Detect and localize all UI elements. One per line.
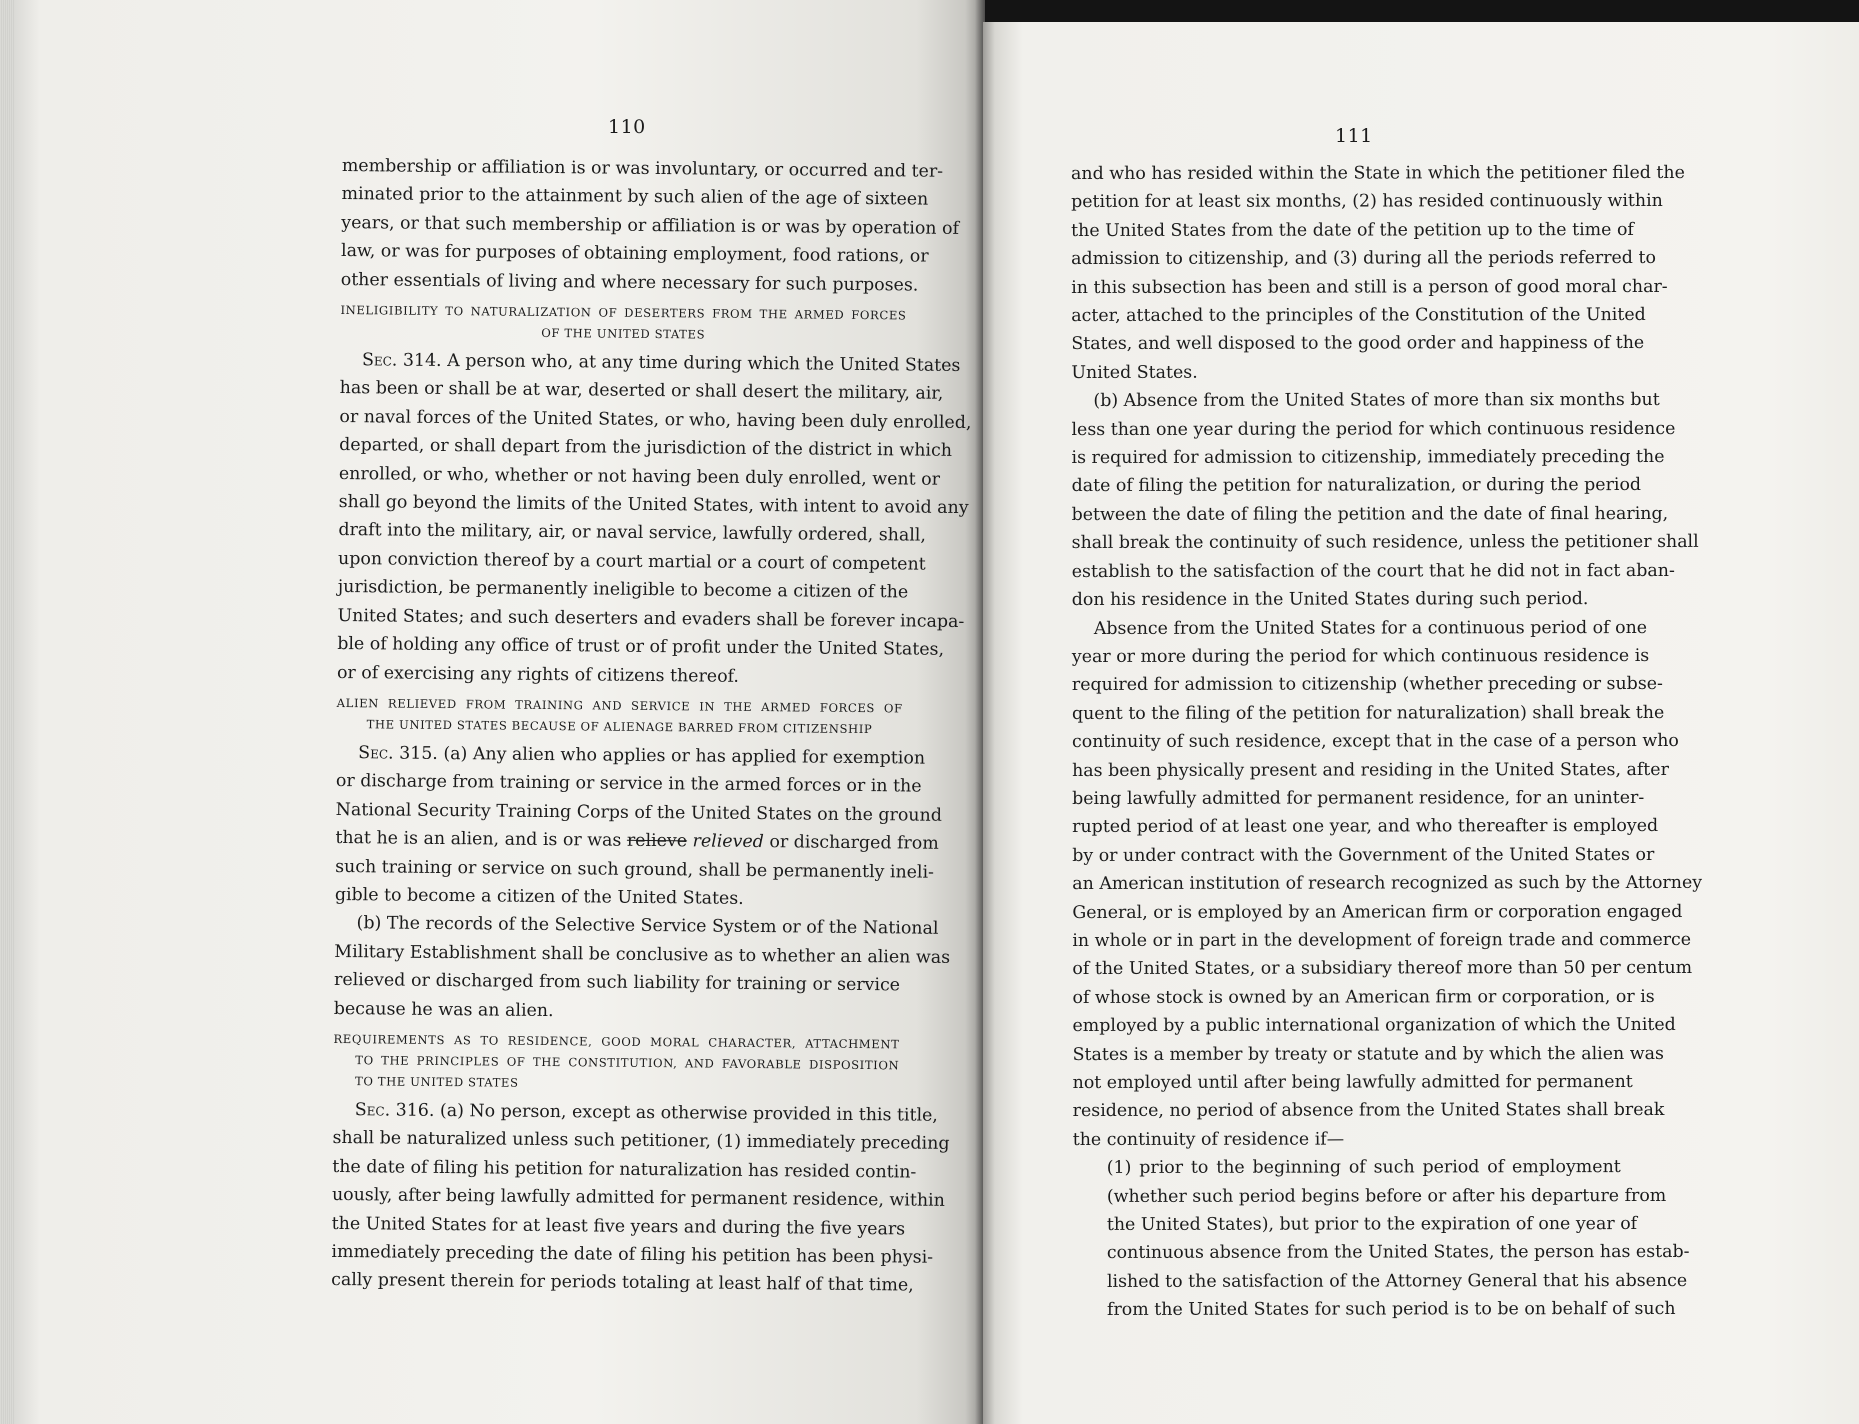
text-line: because he was an alien.	[333, 998, 554, 1021]
text-line: the United States for at least five years and during the five years	[331, 1213, 906, 1240]
text-line: other essentials of living and where necessary for such purposes.	[340, 269, 919, 296]
text-line: relieved or discharged from such liability for training or service	[333, 970, 901, 996]
amended-line-pre: that he is an alien, and is or was	[335, 828, 628, 851]
text-line: being lawfully admitted for permanent residence, for an uninter-	[1072, 787, 1645, 809]
text-line: minated prior to the attainment by such alien of the age of sixteen	[341, 184, 929, 211]
text-line: or naval forces of the United States, or who, having been duly enrolled,	[339, 406, 972, 433]
text-line: petition for at least six months, (2) has resided continuously within	[1071, 191, 1663, 213]
heading-line: ALIEN RELIEVED FROM TRAINING AND SERVICE IN THE ARMED FORCES OF	[336, 695, 903, 716]
text-line: admission to citizenship, and (3) during all the periods referred to	[1071, 248, 1656, 270]
scan-top-edge	[985, 0, 1859, 24]
text-line: or of exercising any rights of citizens thereof.	[336, 662, 740, 687]
text-line: (b) The records of the Selective Service System or of the National	[356, 913, 939, 940]
text-line: of whose stock is owned by an American firm or corporation, or is	[1072, 986, 1655, 1008]
text-line: gible to become a citizen of the United States.	[334, 884, 744, 909]
page-number: 111	[1335, 125, 1373, 147]
right-page-text	[1071, 159, 1703, 1325]
section-315-body-b	[334, 852, 935, 914]
section-315-subsection-b	[333, 909, 951, 1028]
text-line: of the United States, or a subsidiary thereof more than 50 per centum	[1072, 958, 1693, 980]
paragraph-c	[1071, 614, 1703, 1155]
text-line: lished to the satisfaction of the Attorney General that his absence	[1106, 1270, 1688, 1292]
paragraph-b	[1071, 386, 1699, 614]
text-line: United States.	[1071, 362, 1198, 383]
heading-section-314	[340, 300, 906, 347]
text-line: membership or affiliation is or was involuntary, or occurred and ter-	[341, 155, 944, 182]
text-line: General, or is employed by an American firm or corporation engaged	[1072, 901, 1683, 923]
text-line: quent to the filing of the petition for naturalization) shall break the	[1071, 702, 1665, 724]
heading-line: THE UNITED STATES BECAUSE OF ALIENAGE BARRED FROM CITIZENSHIP	[366, 717, 873, 737]
left-page-text	[331, 152, 972, 1300]
text-line: the United States from the date of the petition up to the time of	[1071, 219, 1634, 241]
text-line: States, and well disposed to the good order and happiness of the	[1071, 333, 1645, 355]
text-line: acter, attached to the principles of the Constitution of the United	[1071, 305, 1646, 327]
text-line: the continuity of residence if—	[1072, 1129, 1345, 1150]
text-line: shall break the continuity of such residence, unless the petitioner shall	[1071, 532, 1699, 554]
text-line: not employed until after being lawfully admitted for permanent	[1072, 1072, 1633, 1093]
text-line: Absence from the United States for a continuous period of one	[1093, 617, 1648, 639]
section-314-label: Sec. 314.	[361, 350, 442, 371]
section-314-body	[336, 374, 972, 692]
text-line: jurisdiction, be permanently ineligible to become a citizen of the	[337, 577, 909, 603]
text-line: residence, no period of absence from the United States shall break	[1072, 1100, 1665, 1122]
heading-line: OF THE UNITED STATES	[541, 325, 706, 342]
text-line: the date of filing his petition for naturalization has resided contin-	[332, 1156, 917, 1183]
text-line: cally present therein for periods totaling at least half of that time,	[331, 1270, 914, 1296]
text-line: departed, or shall depart from the jurisdiction of the district in which	[339, 435, 953, 462]
text-line: required for admission to citizenship (whether preceding or subse-	[1071, 674, 1663, 696]
text-line: draft into the military, air, or naval service, lawfully ordered, shall,	[338, 520, 927, 547]
text-line: years, or that such membership or affiliation is or was by operation of	[341, 212, 960, 239]
paragraph-a	[1071, 159, 1685, 387]
page-number: 110	[608, 116, 646, 138]
heading-line: REQUIREMENTS AS TO RESIDENCE, GOOD MORAL CHARACTER, ATTACHMENT	[333, 1031, 900, 1052]
text-line: ble of holding any office of trust or of profit under the United States,	[337, 634, 945, 660]
text-line: shall be naturalized unless such petitioner, (1) immediately preceding	[332, 1128, 950, 1155]
text-line: United States; and such deserters and evaders shall be forever incapa-	[337, 605, 965, 632]
paragraph-intro	[340, 152, 960, 299]
text-line: shall go beyond the limits of the United States, with intent to avoid any	[338, 492, 969, 519]
text-line: year or more during the period for which continuous residence is	[1071, 645, 1650, 667]
text-line: such training or service on such ground, shall be permanently ineli-	[335, 856, 935, 883]
text-line: (b) Absence from the United States of more than six months but	[1093, 390, 1660, 412]
text-line: uously, after being lawfully admitted for permanent residence, within	[331, 1185, 945, 1212]
text-line: Military Establishment shall be conclusive as to whether an alien was	[334, 941, 951, 968]
text-line: between the date of filing the petition and the date of final hearing,	[1071, 503, 1669, 525]
text-line: (whether such period begins before or after his departure from	[1106, 1185, 1667, 1207]
text-line: in whole or in part in the development of foreign trade and commerce	[1072, 929, 1692, 951]
text-line: immediately preceding the date of filing his petition has been physi-	[331, 1241, 934, 1268]
text-line: law, or was for purposes of obtaining employment, food rations, or	[340, 241, 929, 267]
text-line: is required for admission to citizenship, immediately preceding the	[1071, 447, 1665, 469]
section-315-body-a	[335, 767, 942, 829]
text-line: enrolled, or who, whether or not having been duly enrolled, went or	[338, 463, 941, 490]
amended-line-post: or discharged from	[763, 832, 939, 854]
text-line: establish to the satisfaction of the court that he did not in fact aban-	[1071, 560, 1675, 582]
heading-line: INELIGIBILITY TO NATURALIZATION OF DESERTERS FROM THE ARMED FORCES	[340, 303, 907, 323]
paragraph-d	[1073, 1153, 1690, 1324]
inserted-word: relieved	[692, 831, 764, 853]
section-316-label: Sec. 316.	[354, 1100, 435, 1121]
text-line: from the United States for such period is to be on behalf of such	[1106, 1299, 1676, 1321]
text-line: by or under contract with the Government of the United States or	[1072, 844, 1655, 866]
section-314-first-text: A person who, at any time during which the United States	[447, 351, 961, 376]
text-line: States is a member by treaty or statute and by which the alien was	[1072, 1043, 1664, 1065]
heading-line: TO THE UNITED STATES	[355, 1074, 519, 1090]
heading-section-315	[336, 693, 902, 740]
section-315-label: Sec. 315.	[358, 743, 438, 764]
text-line: continuous absence from the United States, the person has estab-	[1106, 1242, 1690, 1264]
text-line: in this subsection has been and still is a person of good moral char-	[1071, 276, 1668, 298]
page-edges	[0, 0, 14, 1424]
text-line: or discharge from training or service in the armed forces or in the	[335, 771, 922, 797]
text-line: continuity of such residence, except that in the case of a person who	[1071, 731, 1679, 753]
section-316-body	[331, 1124, 950, 1300]
text-line: the United States), but prior to the expiration of one year of	[1106, 1214, 1638, 1235]
text-line: has been physically present and residing in the United States, after	[1072, 759, 1669, 781]
text-line: rupted period of at least one year, and who thereafter is employed	[1072, 816, 1659, 838]
text-line: less than one year during the period for which continuous residence	[1071, 418, 1676, 440]
heading-section-316	[333, 1029, 900, 1097]
right-page	[983, 22, 1859, 1424]
text-line: don his residence in the United States during such period.	[1071, 589, 1589, 611]
text-line: and who has resided within the State in which the petitioner filed the	[1071, 162, 1685, 184]
text-line: National Security Training Corps of the United States on the ground	[335, 799, 942, 826]
text-line: (1) prior to the beginning of such period of employment	[1106, 1157, 1621, 1179]
struck-word: relieve	[626, 830, 688, 852]
text-line: employed by a public international organization of which the United	[1072, 1015, 1676, 1037]
text-line: upon conviction thereof by a court martial or a court of competent	[337, 548, 926, 575]
section-316-first-text: (a) No person, except as otherwise provided in this title,	[439, 1100, 938, 1126]
section-315-first-text: (a) Any alien who applies or has applied for exemption	[443, 743, 926, 769]
text-line: date of filing the petition for naturalization, or during the period	[1071, 475, 1642, 497]
text-line: an American institution of research recognized as such by the Attorney	[1072, 873, 1703, 895]
heading-line: TO THE PRINCIPLES OF THE CONSTITUTION, AND FAVORABLE DISPOSITION	[355, 1053, 900, 1073]
text-line: has been or shall be at war, deserted or shall desert the military, air,	[339, 378, 944, 405]
